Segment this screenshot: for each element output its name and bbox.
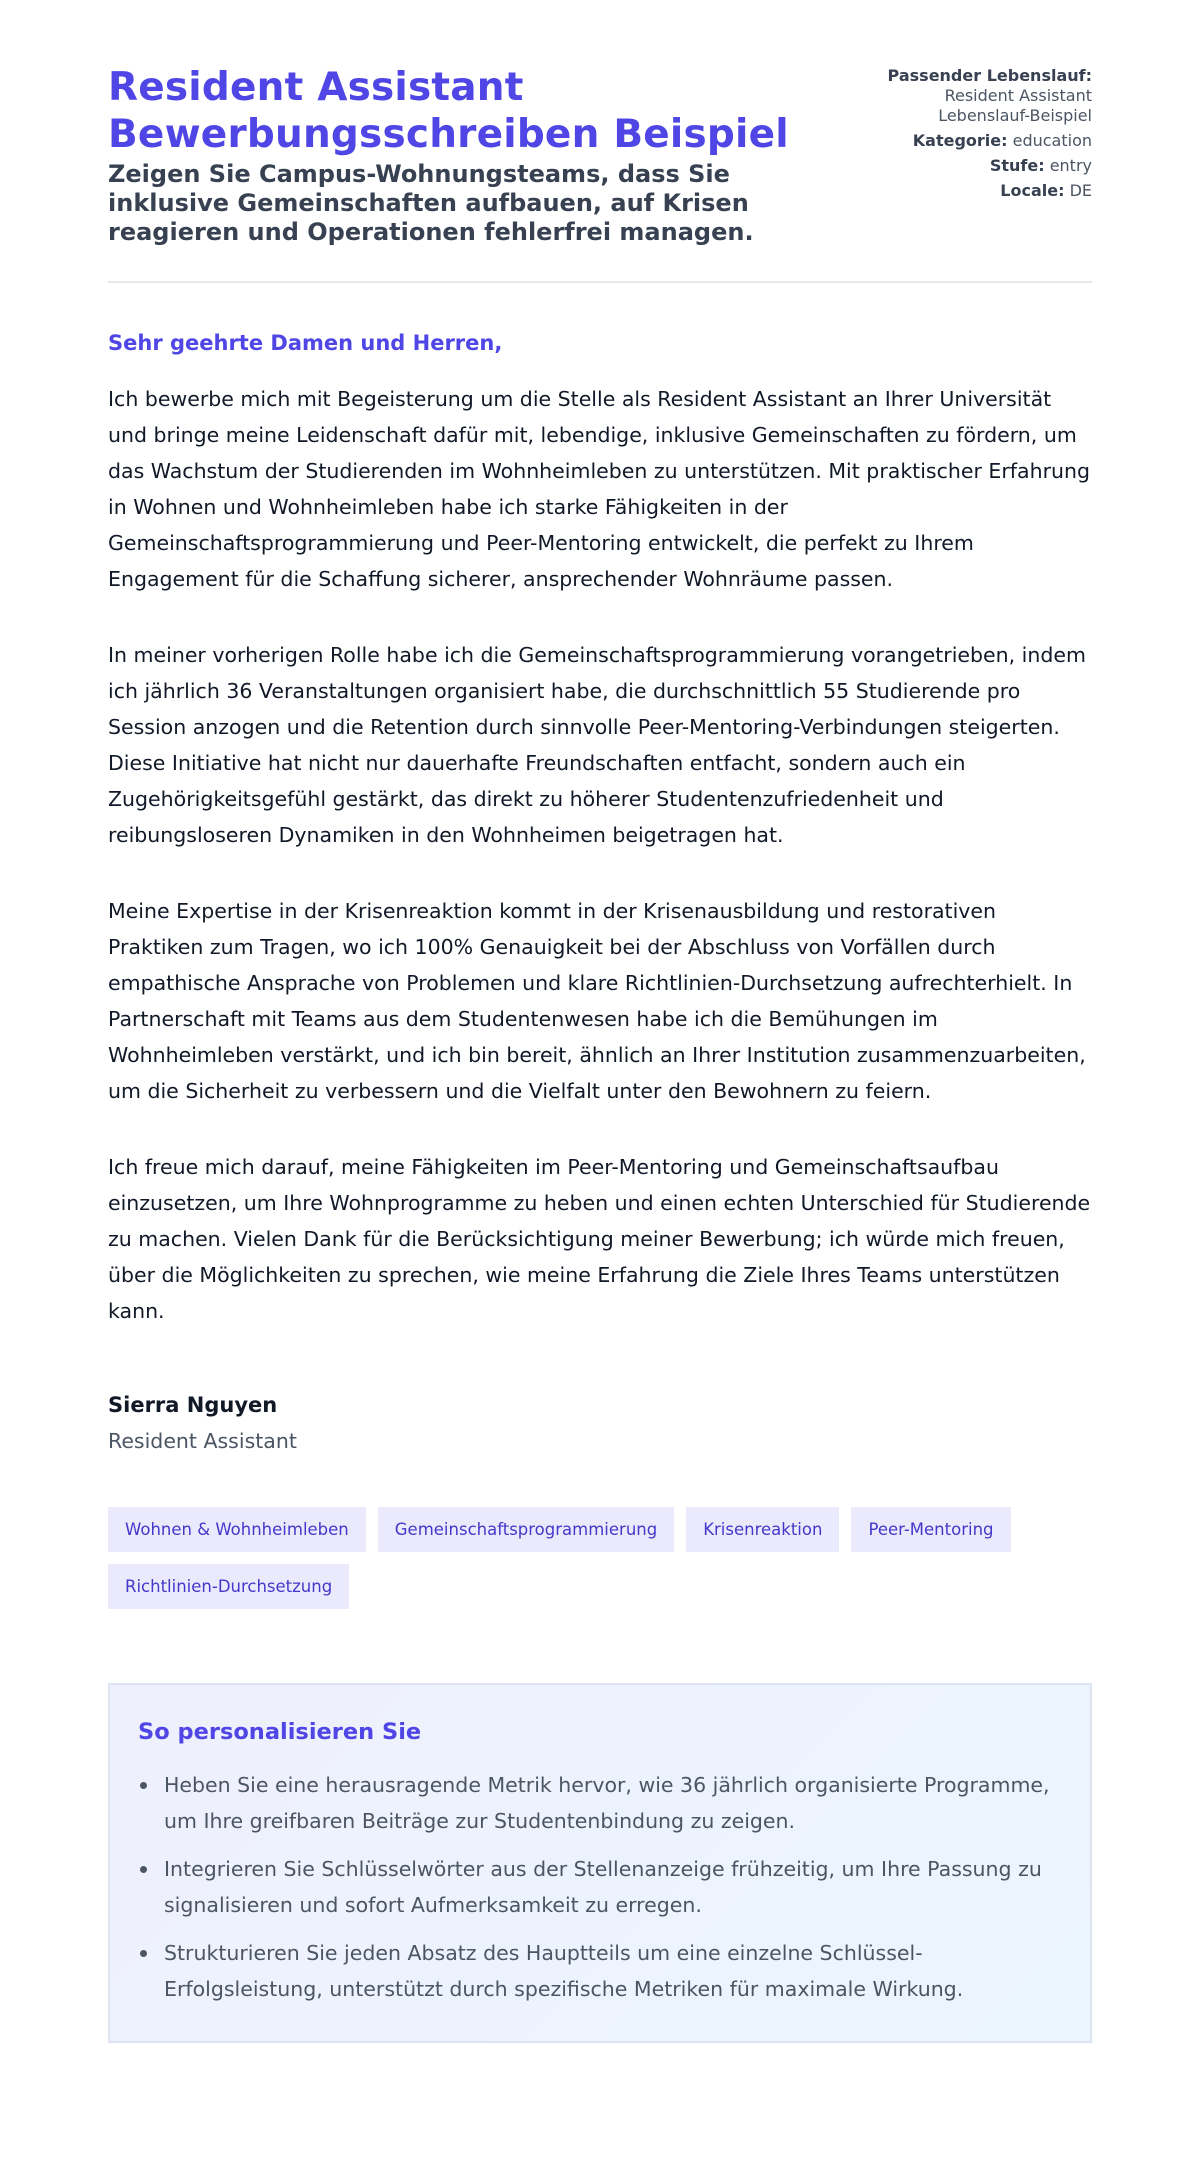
tip-item	[138, 1767, 1062, 1839]
title-line-1: Resident Assistant	[108, 65, 524, 110]
skill-tags	[108, 1507, 1068, 1609]
meta-category-value: education	[1012, 131, 1092, 150]
skill-tag: Gemeinschaftsprogrammierung	[378, 1507, 674, 1552]
meta-resume	[882, 66, 1092, 126]
bullet-icon	[140, 1782, 147, 1789]
personalization-tips	[108, 1683, 1092, 2043]
letter-paragraph: Ich freue mich darauf, meine Fähigkeiten im Peer-Mentoring und Gemeinschaftsaufbau einzusetzen, um Ihre Wohnprogramme zu heben und einen echten Unterschied für Studierende zu machen. Vielen Dank für die Berücksichtigung meiner Bewerbung; ich würde mich freuen, über die Möglichkeiten zu sprechen, wie meine Erfahrung die Ziele Ihres Teams unterstützen kann.	[108, 1155, 1091, 1323]
letter-paragraph: Meine Expertise in der Krisenreaktion kommt in der Krisenausbildung und restorativen Praktiken zum Tragen, wo ich 100% Genauigkeit bei der Abschluss von Vorfällen durch empathische Ansprache von Problemen und klare Richtlinien-Durchsetzung aufrechterhielt. In Partnerschaft mit Teams aus dem Studentenwesen habe ich die Bemühungen im Wohnheimleben verstärkt, und ich bin bereit, ähnlich an Ihrer Institution zusammenzuarbeiten, um die Sicherheit zu verbessern und die Vielfalt unter den Bewohnern zu feiern.	[108, 899, 1086, 1103]
signature-role: Resident Assistant	[108, 1429, 297, 1453]
meta-level-value: entry	[1049, 156, 1092, 175]
tip-item	[138, 1851, 1062, 1923]
letter-salutation: Sehr geehrte Damen und Herren,	[108, 331, 503, 355]
meta-category-label: Kategorie:	[912, 131, 1008, 150]
page-subtitle: Zeigen Sie Campus-Wohnungsteams, dass Sie inklusive Gemeinschaften aufbauen, auf Krisen reagieren und Operationen fehlerfrei managen.	[108, 160, 754, 246]
letter-paragraph: Ich bewerbe mich mit Begeisterung um die Stelle als Resident Assistant an Ihrer Universität und bringe meine Leidenschaft dafür mit, lebendige, inklusive Gemeinschaften zu fördern, um das Wachstum der Studierenden im Wohnheimleben zu unterstützen. Mit praktischer Erfahrung in Wohnen und Wohnheimleben habe ich starke Fähigkeiten in der Gemeinschaftsprogrammierung und Peer-Mentoring entwickelt, die perfekt zu Ihrem Engagement für die Schaffung sicherer, ansprechender Wohnräume passen.	[108, 387, 1090, 591]
tip-item	[138, 1935, 1062, 2007]
meta-resume-label: Passender Lebenslauf:	[887, 66, 1092, 85]
tip-text: Integrieren Sie Schlüsselwörter aus der Stellenanzeige frühzeitig, um Ihre Passung zu signalisieren und sofort Aufmerksamkeit zu erregen.	[164, 1857, 1042, 1917]
page-title	[108, 64, 828, 158]
letter-body	[108, 381, 1092, 1329]
meta-locale	[882, 181, 1092, 201]
tips-title: So personalisieren Sie	[138, 1719, 422, 1745]
tips-list	[138, 1767, 1062, 2007]
letter-paragraph: In meiner vorherigen Rolle habe ich die Gemeinschaftsprogrammierung vorangetrieben, indem ich jährlich 36 Veranstaltungen organisiert habe, die durchschnittlich 55 Studierende pro Session anzogen und die Retention durch sinnvolle Peer-Mentoring-Verbindungen steigerten. Diese Initiative hat nicht nur dauerhafte Freundschaften entfacht, sondern auch ein Zugehörigkeitsgefühl gestärkt, das direkt zu höherer Studentenzufriedenheit und reibungsloseren Dynamiken in den Wohnheimen beigetragen hat.	[108, 643, 1086, 847]
skill-tag: Richtlinien-Durchsetzung	[108, 1564, 349, 1609]
signature-name: Sierra Nguyen	[108, 1393, 278, 1417]
skill-tag: Krisenreaktion	[686, 1507, 839, 1552]
page-header	[108, 64, 1092, 283]
skill-tag: Wohnen & Wohnheimleben	[108, 1507, 366, 1552]
tip-text: Strukturieren Sie jeden Absatz des Hauptteils um eine einzelne Schlüssel-Erfolgsleistung, unterstützt durch spezifische Metriken für maximale Wirkung.	[164, 1941, 964, 2001]
meta-category	[882, 131, 1092, 151]
bullet-icon	[140, 1950, 147, 1957]
meta-info	[882, 66, 1092, 206]
meta-resume-value: Resident Assistant Lebenslauf-Beispiel	[938, 86, 1092, 125]
title-line-2: Bewerbungsschreiben Beispiel	[108, 112, 789, 157]
meta-level-label: Stufe:	[989, 156, 1045, 175]
signature-block	[108, 1393, 1092, 1453]
meta-locale-label: Locale:	[1000, 181, 1065, 200]
meta-locale-value: DE	[1069, 181, 1092, 200]
meta-level	[882, 156, 1092, 176]
skill-tag: Peer-Mentoring	[851, 1507, 1010, 1552]
bullet-icon	[140, 1866, 147, 1873]
tip-text: Heben Sie eine herausragende Metrik hervor, wie 36 jährlich organisierte Programme, um Ihre greifbaren Beiträge zur Studentenbindung zu zeigen.	[164, 1773, 1050, 1833]
header-titles	[108, 64, 828, 247]
